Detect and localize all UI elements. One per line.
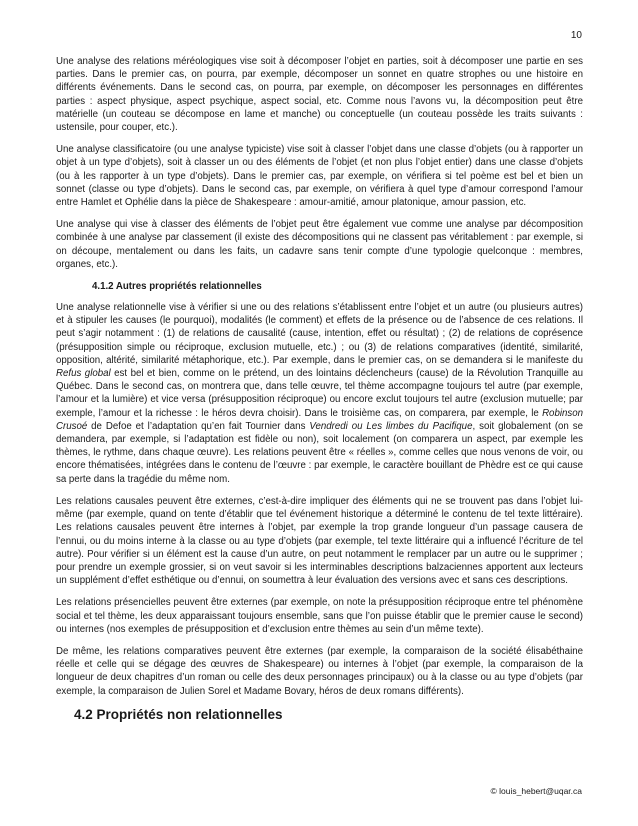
- paragraph-causal-relations: Les relations causales peuvent être externes, c’est-à-dire impliquer des éléments qui ne se trouvent pas dans l’objet lui-même (par exemple, quand on tente d’établir que tel événement historique a déterminé le contenu de tel texte littéraire). Les relations causales peuvent être internes à l’objet, par exemple la trop grande longueur d’un passage causera de l’ennui, ou du moins interne à la classe ou au type d’objets (par exemple, tel texte littéraire qui a influencé l’écriture de tel autre). Pour vérifier si un élément est la cause d’un autre, on peut notamment le remplacer par un autre ou le supprimer ; pour prendre un exemple grossier, si on veut savoir si les interminables descriptions balzaciennes apportent aux lecteurs un supplément d’effet esthétique ou d’ennui, on soumettra à leur évaluation des versions avec et sans ces descriptions.: [56, 495, 583, 587]
- paragraph-classificatory: Une analyse classificatoire (ou une analyse typiciste) vise soit à classer l’objet dans une classe d’objets (ou à rapporter un objet à un type d’objets), soit à classer un ou des éléments de l’objet (et non plus l’objet entier) dans une classe d’objets (ou à les rapporter à un type d’objets). Dans le premier cas, par exemple, on vérifiera si tel poème est bel et bien un sonnet (classe ou type d’objets). Dans le second cas, par exemple, on vérifiera à quel type d’amour correspond l’amour entre Hamlet et Ophélie dans la pièce de Shakespeare : amour-amitié, amour platonique, amour passion, etc.: [56, 144, 583, 209]
- title-vendredi: Vendredi ou Les limbes du Pacifique: [309, 420, 473, 432]
- paragraph-relational-part-3: de Defoe et l’adaptation qu’en fait Tournier dans: [87, 420, 310, 432]
- paragraph-relational-part-2: est bel et bien, comme on le prétend, un des lointains déclencheurs (cause) de la Révolution Tranquille au Québec. Dans le second cas, on montrera que, dans telle œuvre, tel thème accompagne toujours tel autre (par exemple, l’amour et la lumière) et vice versa (présupposition réciproque) ou encore exclut toujours tel autre (exclusion mutuelle; par exemple, l’amour et la richesse : le héros devra choisir). Dans le troisième cas, on comparera, par exemple, le: [56, 368, 583, 419]
- page-content: [56, 55, 583, 723]
- paragraph-mereological: Une analyse des relations méréologiques vise soit à décomposer l’objet en parties, soit à décomposer une partie en ses parties. Dans le premier cas, on pourra, par exemple, décomposer un sonnet en quatre strophes ou une histoire en différents événements. Dans le second cas, on pourra, par exemple, on décomposer les personnages en différentes parties : aspect physique, aspect psychique, aspect social, etc. Comme nous l’avons vu, la décomposition peut être matérielle (un couteau se décompose en lame et manche) ou conceptuelle (un couteau possède les traits suivants : ustensile, pour couper, etc.).: [56, 56, 583, 134]
- paragraph-combined-analysis: Une analyse qui vise à classer des éléments de l’objet peut être également vue comme une analyse par décomposition combinée à une analyse par classement (il existe des décompositions qui ne classent pas véritablement : par exemple, si on découpe, mentalement ou dans les faits, un cadavre sans tenir compte d’une typologie quelconque : membres, organes, etc.).: [56, 219, 583, 270]
- page-number: 10: [570, 30, 582, 41]
- section-heading-4-1-2: 4.1.2 Autres propriétés relationnelles: [92, 281, 262, 293]
- paragraph-relational: [56, 301, 583, 486]
- paragraph-comparative-relations: De même, les relations comparatives peuvent être externes (par exemple, la comparaison de la société élisabéthaine réelle et celle qui se dégage des œuvres de Shakespeare) ou internes à l’objet (par exemple, la comparaison de la longueur de deux chapitres d’un roman ou celle des deux personnages principaux) ou à la classe ou au type d’objets (par exemple, la comparaison de Julien Sorel et Madame Bovary, héros de deux romans différents).: [56, 645, 583, 697]
- footer-email: © louis_hebert@uqar.ca: [490, 786, 582, 796]
- paragraph-relational-part-1: Une analyse relationnelle vise à vérifier si une ou des relations s’établissent entre l’objet et un autre (ou plusieurs autres) et à stipuler les causes (le pourquoi), modalités (le comment) et effets de la présence ou de l’absence de ces relations. Il peut s’agir notamment : (1) de relations de causalité (cause, intention, effet ou résultat) ; (2) de relations de coprésence (présupposition simple ou réciproque, exclusion mutuelle, etc.) ; ou (3) de relations comparatives (identité, similarité, opposition, altérité, similarité métaphorique, etc.). Par exemple, dans le premier cas, on se demandera si le manifeste du: [56, 302, 583, 366]
- title-refus-global: Refus global: [56, 368, 111, 380]
- paragraph-relational-part-4: , soit globalement (on se demandera, par exemple, si l’adaptation est fidèle ou non), soit localement (on comparera un aspect, par exemple les thèmes, le rythme, dans chaque œuvre). Les relations peuvent être « réelles », comme celles que nous venons de voir, ou encore thématisées, intégrées dans le contenu de l’œuvre : par exemple, le caractère bouillant de Phèdre est ce qui cause sa perte dans la tragédie du même nom.: [56, 420, 583, 485]
- section-heading-4-2: 4.2 Propriétés non relationnelles: [74, 706, 283, 722]
- paragraph-presence-relations: Les relations présencielles peuvent être externes (par exemple, on note la présupposition réciproque entre tel phénomène social et tel thème, les deux apparaissant toujours ensemble, sans que l’on puisse établir que le premier cause le second) ou internes (nos exemples de présupposition et d’exclusion entre thèmes au sein d’un même texte).: [56, 597, 583, 635]
- title-robinson-crusoe: Robinson Crusoé: [56, 407, 583, 432]
